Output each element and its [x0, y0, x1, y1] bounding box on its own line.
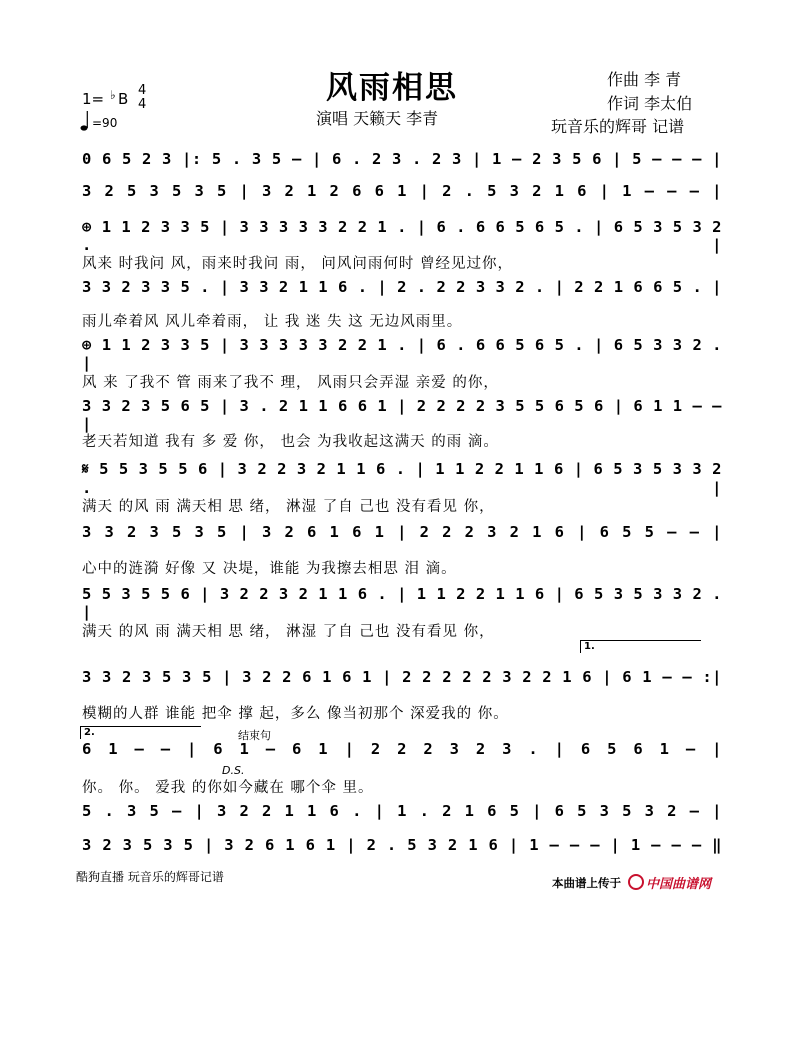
second-ending-label: 2. [84, 727, 95, 738]
score-row-6 [82, 397, 722, 433]
flat-symbol: ♭ [110, 88, 116, 102]
site-logo[interactable] [628, 873, 711, 892]
score-row-12 [82, 802, 722, 832]
score-row-7 [82, 460, 722, 497]
score-row-3 [82, 218, 722, 254]
notation-line: 𝄋 5 5 3 5 5 6 | 3 2 2 3 2 1 1 6 . | 1 1 2 2 1 1 6 | 6 5 3 5 3 3 2 . | [82, 460, 722, 497]
notation-line: 3 3 2 3 5 3 5 | 3 2 2 6 1 6 1 | 2 2 2 2 2 3 2 2 1 6 | 6 1 – – :| [82, 668, 722, 686]
upload-label: 本曲谱上传于 [552, 876, 621, 890]
key-signature [80, 83, 160, 138]
ds-label: D.S. [222, 764, 245, 777]
notation-line: 0 6 5 2 3 |: 5 . 3 5 – | 6 . 2 3 . 2 3 | 1 – 2 3 5 6 | 5 – – – | [82, 150, 722, 168]
notation-line: ⊕ 1 1 2 3 3 5 | 3 3 3 3 3 2 2 1 . | 6 . 6 6 5 6 5 . | 6 5 3 3 2 . | [82, 336, 722, 372]
end-phrase-label: 结束句 [238, 729, 271, 742]
notation-line: 3 2 3 5 3 5 | 3 2 6 1 6 1 | 2 . 5 3 2 1 6 | 1 – – – | 1 – – – ‖ [82, 836, 722, 854]
lyrics-line: 模糊的人群 谁能 把伞 撑 起，多么 像当初那个 深爱我的 你。 [82, 706, 509, 722]
score-row-8 [82, 523, 722, 553]
key-letter: B [118, 90, 129, 108]
notation-line: 5 5 3 5 5 6 | 3 2 2 3 2 1 1 6 . | 1 1 2 2 1 1 6 | 6 5 3 5 3 3 2 . | [82, 585, 722, 621]
tempo-marking: =90 [92, 116, 118, 130]
first-ending-label: 1. [584, 641, 595, 652]
score-row-13 [82, 836, 722, 866]
lyrics-line: 满天 的风 雨 满天相 思 绪， 淋湿 了自 己也 没有看见 你， [82, 624, 495, 640]
lyrics-line: 满天 的风 雨 满天相 思 绪， 淋湿 了自 己也 没有看见 你， [82, 499, 495, 515]
score-row-10 [82, 668, 722, 698]
lyrics-line: 你。 你。 爱我 的你如今藏在 哪个伞 里。 [82, 780, 374, 796]
score-row-1 [82, 150, 722, 180]
notation-line: ⊕ 1 1 2 3 3 5 | 3 3 3 3 3 2 2 1 . | 6 . 6 6 5 6 5 . | 6 5 3 5 3 2 . | [82, 218, 722, 254]
lyrics-line: 雨儿牵着风 风儿牵着雨， 让 我 迷 失 这 无边风雨里。 [82, 314, 463, 330]
notation-line: 3 2 5 3 5 3 5 | 3 2 1 2 6 6 1 | 2 . 5 3 2 1 6 | 1 – – – | [82, 182, 722, 200]
score-row-4 [82, 278, 722, 308]
second-ending-bracket [80, 726, 201, 739]
lyrics-line: 心中的涟漪 好像 又 决堤，谁能 为我擦去相思 泪 滴。 [82, 561, 457, 577]
lyrics-line: 风 来 了我不 管 雨来了我不 理， 风雨只会弄湿 亲爱 的你， [82, 375, 499, 391]
lyrics-line: 风来 时我问 风，雨来时我问 雨， 问风问雨何时 曾经见过你， [82, 256, 514, 272]
quarter-note-icon [80, 110, 90, 132]
singer-credit: 演唱 天籁天 李青 [316, 109, 439, 128]
page-title: 风雨相思 [326, 70, 458, 106]
lyrics-line: 老天若知道 我有 多 爱 你， 也会 为我收起这满天 的雨 滴。 [82, 434, 499, 450]
notator-credit: 玩音乐的辉哥 记谱 [551, 117, 685, 136]
score-row-5 [82, 336, 722, 372]
notation-line: 3 3 2 3 5 6 5 | 3 . 2 1 1 6 6 1 | 2 2 2 2 3 5 5 6 5 6 | 6 1 1 – – | [82, 397, 722, 433]
notation-line: 6 1 – – | 6 1 – 6 1 | 2 2 2 3 2 3 . | 6 5 6 1 – | [82, 740, 722, 758]
score-row-2 [82, 182, 722, 212]
score-row-9 [82, 585, 722, 621]
site-name: 中国曲谱网 [646, 877, 712, 892]
score-row-11 [82, 740, 722, 770]
notation-line: 5 . 3 5 – | 3 2 2 1 1 6 . | 1 . 2 1 6 5 | 6 5 3 5 3 2 – | [82, 802, 722, 820]
notation-line: 3 3 2 3 5 3 5 | 3 2 6 1 6 1 | 2 2 2 3 2 1 6 | 6 5 5 – – | [82, 523, 722, 541]
key-tonic: 1= [82, 90, 105, 108]
notation-line: 3 3 2 3 3 5 . | 3 3 2 1 1 6 . | 2 . 2 2 3 3 2 . | 2 2 1 6 6 5 . | [82, 278, 722, 296]
time-signature: 4 4 [138, 83, 147, 112]
composer-credit: 作曲 李 青 [607, 70, 682, 89]
lyricist-credit: 作词 李太伯 [607, 94, 693, 113]
footer-credit: 酷狗直播 玩音乐的辉哥记谱 [76, 870, 224, 884]
logo-icon [628, 874, 644, 890]
first-ending-bracket [580, 640, 701, 653]
